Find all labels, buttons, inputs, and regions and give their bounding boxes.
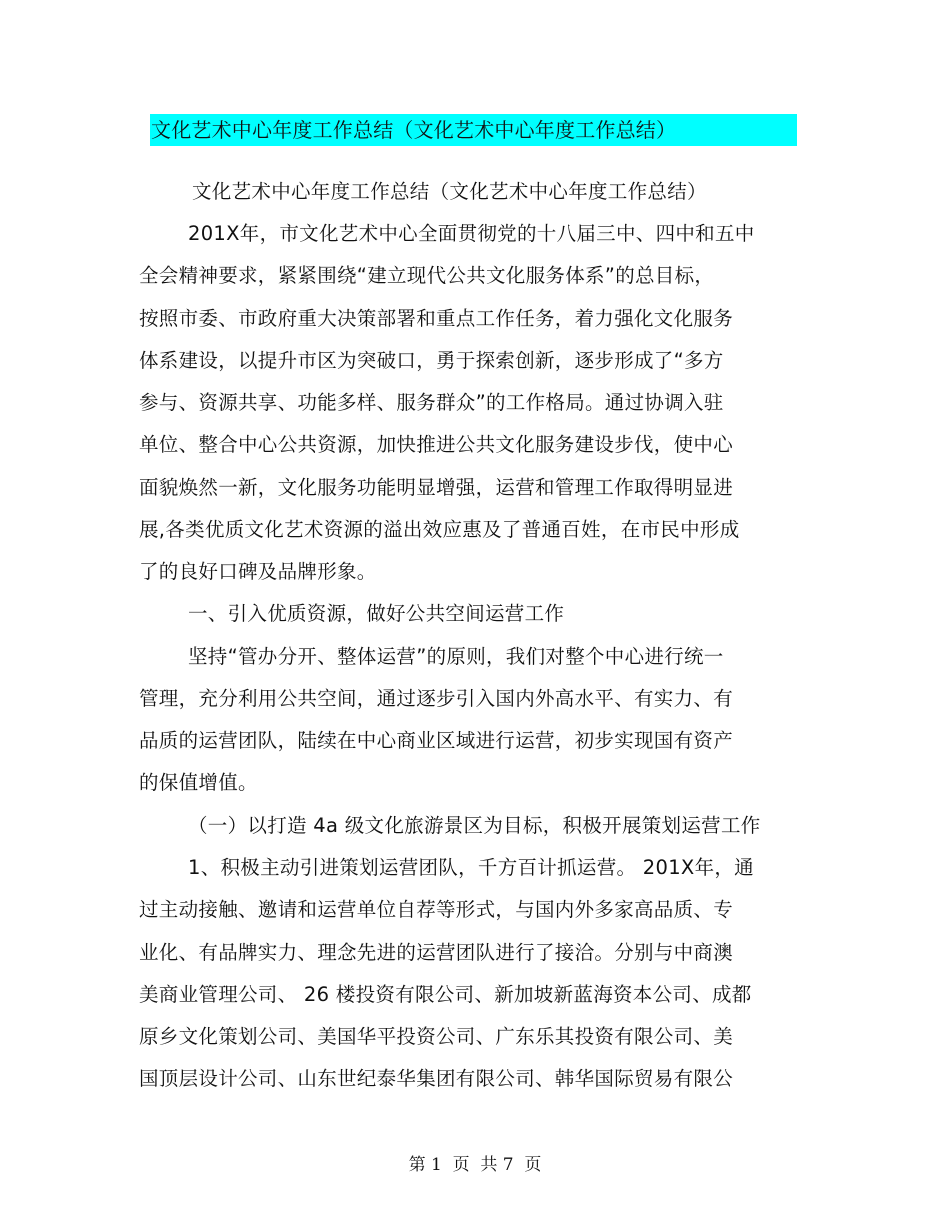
body-line: 体系建设，以提升市区为突破口，勇于探索创新，逐步形成了“多方 (139, 349, 724, 372)
body-line: 1、积极主动引进策划运营团队，千方百计抓运营。 201X年，通 (188, 856, 754, 879)
body-line: 管理，充分利用公共空间，通过逐步引入国内外高水平、有实力、有 (139, 687, 734, 710)
body-line: 坚持“管办分开、整体运营”的原则，我们对整个中心进行统一 (188, 645, 724, 668)
body-line: 美商业管理公司、 26 楼投资有限公司、新加坡新蓝海资本公司、成都 (139, 983, 752, 1006)
body-line: 展,各类优质文化艺术资源的溢出效应惠及了普通百姓，在市民中形成 (139, 518, 740, 541)
body-line: 面貌焕然一新，文化服务功能明显增强，运营和管理工作取得明显进 (139, 476, 734, 499)
body-line: 201X年，市文化艺术中心全面贯彻党的十八届三中、四中和五中 (188, 222, 755, 245)
body-line: 参与、资源共享、功能多样、服务群众”的工作格局。通过协调入驻 (139, 391, 724, 414)
page-footer: 第 1 页 共 7 页 (408, 1155, 542, 1175)
document-heading: 文化艺术中心年度工作总结（文化艺术中心年度工作总结） (151, 118, 677, 142)
body-line: 按照市委、市政府重大决策部署和重点工作任务，着力强化文化服务 (139, 307, 734, 330)
body-line: 的保值增值。 (139, 771, 258, 794)
body-line: 业化、有品牌实力、理念先进的运营团队进行了接洽。分别与中商澳 (139, 941, 734, 964)
subtitle-line: 文化艺术中心年度工作总结（文化艺术中心年度工作总结） (192, 180, 707, 203)
body-line: 国顶层设计公司、山东世纪泰华集团有限公司、韩华国际贸易有限公 (139, 1067, 734, 1090)
subsection-heading: （一）以打造 4a 级文化旅游景区为目标，积极开展策划运营工作 (188, 814, 761, 837)
section-heading: 一、引入优质资源，做好公共空间运营工作 (188, 602, 565, 625)
body-line: 单位、整合中心公共资源，加快推进公共文化服务建设步伐，使中心 (139, 433, 734, 456)
body-line: 全会精神要求，紧紧围绕“建立现代公共文化服务体系”的总目标， (139, 264, 715, 287)
body-line: 原乡文化策划公司、美国华平投资公司、广东乐其投资有限公司、美 (139, 1025, 734, 1048)
body-line: 了的良好口碑及品牌形象。 (139, 560, 377, 583)
body-line: 过主动接触、邀请和运营单位自荐等形式，与国内外多家高品质、专 (139, 898, 734, 921)
body-line: 品质的运营团队，陆续在中心商业区域进行运营，初步实现国有资产 (139, 729, 734, 752)
